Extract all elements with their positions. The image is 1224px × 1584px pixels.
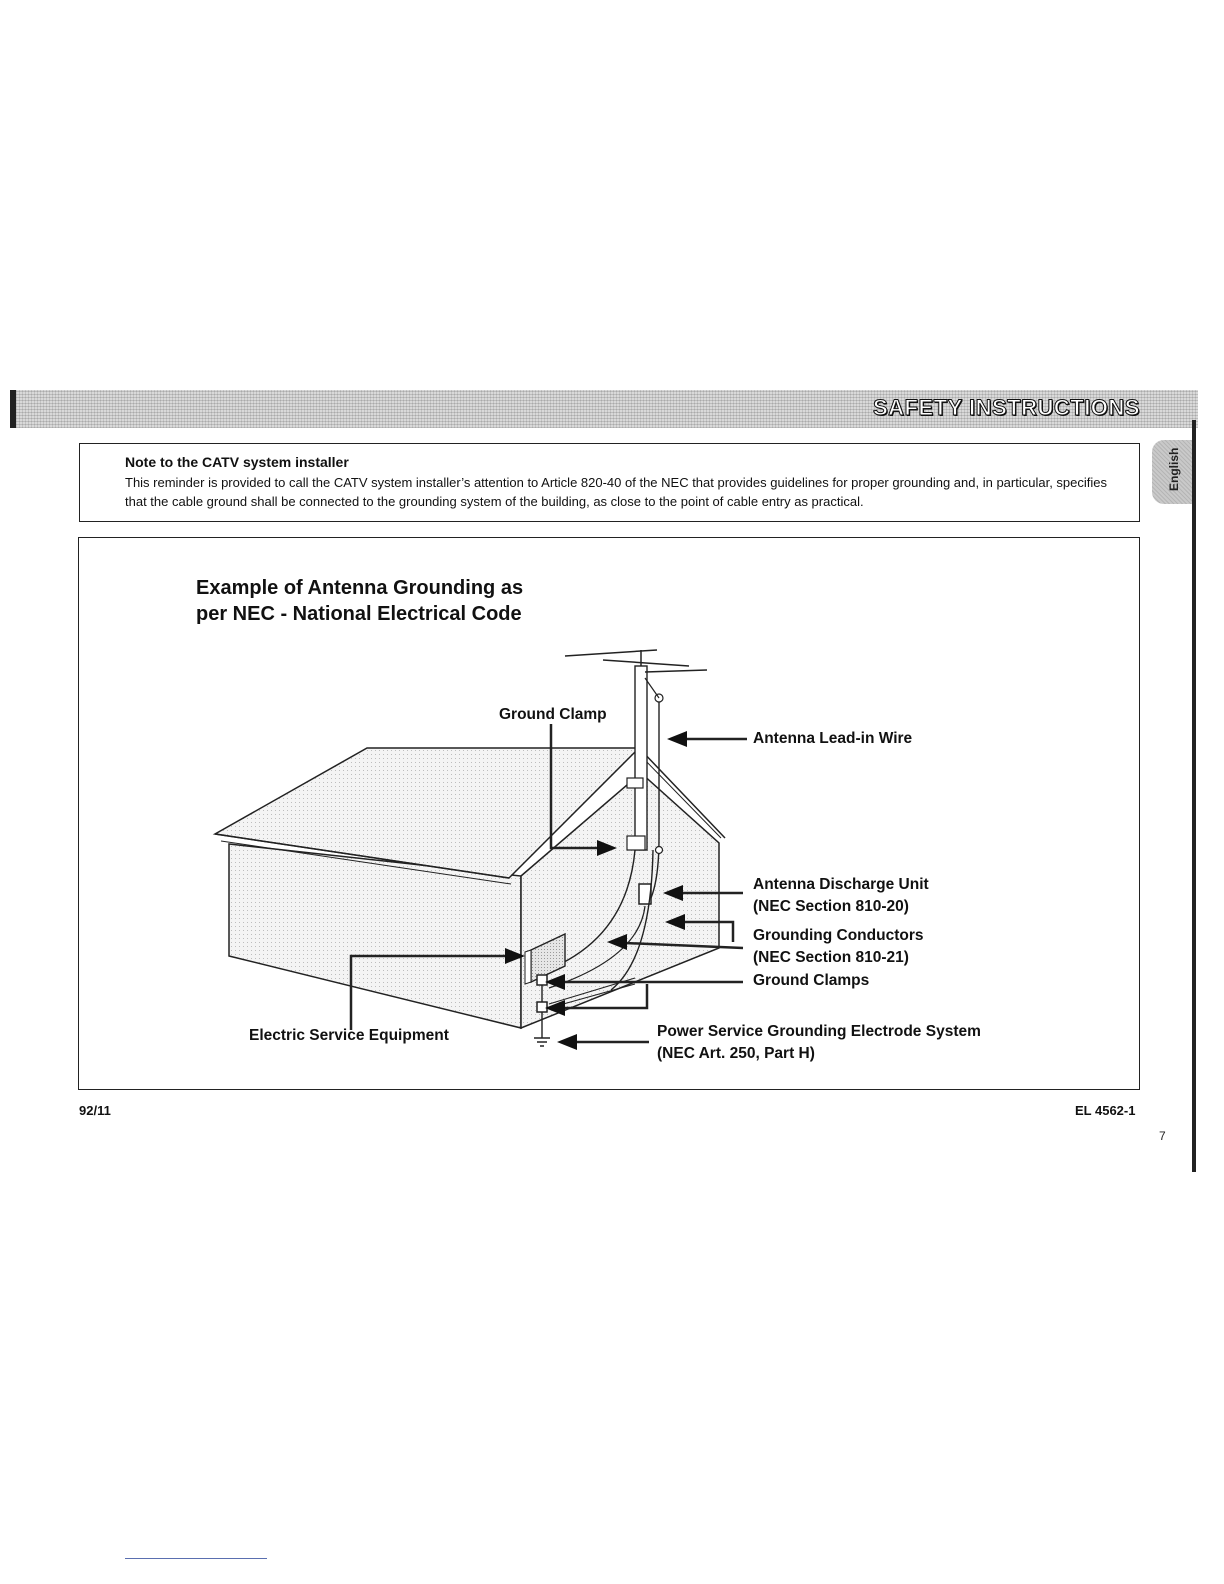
language-tab-label: English (1167, 447, 1181, 491)
footnote-rule (125, 1558, 267, 1559)
label-grounding-nec-section: (NEC Section 810-21) (753, 949, 909, 966)
house-antenna-illustration (79, 538, 1139, 1089)
ground-clamp-lower (537, 1002, 547, 1012)
ground-clamp-upper (537, 975, 547, 985)
label-power-service-grounding: Power Service Grounding Electrode System (657, 1023, 981, 1040)
note-title: Note to the CATV system installer (125, 454, 349, 470)
footer-date-code: 92/11 (79, 1103, 111, 1118)
label-antenna-discharge-unit: Antenna Discharge Unit (753, 876, 929, 893)
label-discharge-nec-section: (NEC Section 810-20) (753, 898, 909, 915)
page-edge-rule (1192, 420, 1196, 1172)
antenna-mast (635, 666, 647, 850)
label-ground-clamps: Ground Clamps (753, 972, 870, 989)
label-power-nec-article: (NEC Art. 250, Part H) (657, 1045, 815, 1062)
installer-note-box (79, 443, 1140, 522)
label-electric-service-equipment: Electric Service Equipment (249, 1027, 449, 1044)
header-edge-mark (10, 390, 16, 428)
section-title: SAFETY INSTRUCTIONS (872, 395, 1140, 420)
antenna-grounding-diagram (78, 537, 1140, 1090)
label-antenna-lead-in-wire: Antenna Lead-in Wire (753, 730, 913, 747)
label-ground-clamp: Ground Clamp (499, 706, 607, 723)
note-body: This reminder is provided to call the CATV system installer’s attention to Article 820-40 of the NEC that provides guidelines for proper grounding and, in particular, specifies that the cable ground shall be connected to the grounding system of the building, as close to the point of cable entry as practical. (125, 475, 1108, 509)
footer-document-code: EL 4562-1 (1075, 1103, 1136, 1118)
section-header-bar (10, 390, 1198, 428)
label-grounding-conductors: Grounding Conductors (753, 927, 924, 944)
diagram-title-line-1: Example of Antenna Grounding as (196, 577, 524, 599)
page-number: 7 (1159, 1129, 1166, 1143)
diagram-title-line-2: per NEC - National Electrical Code (196, 603, 522, 625)
language-tab (1152, 440, 1196, 504)
